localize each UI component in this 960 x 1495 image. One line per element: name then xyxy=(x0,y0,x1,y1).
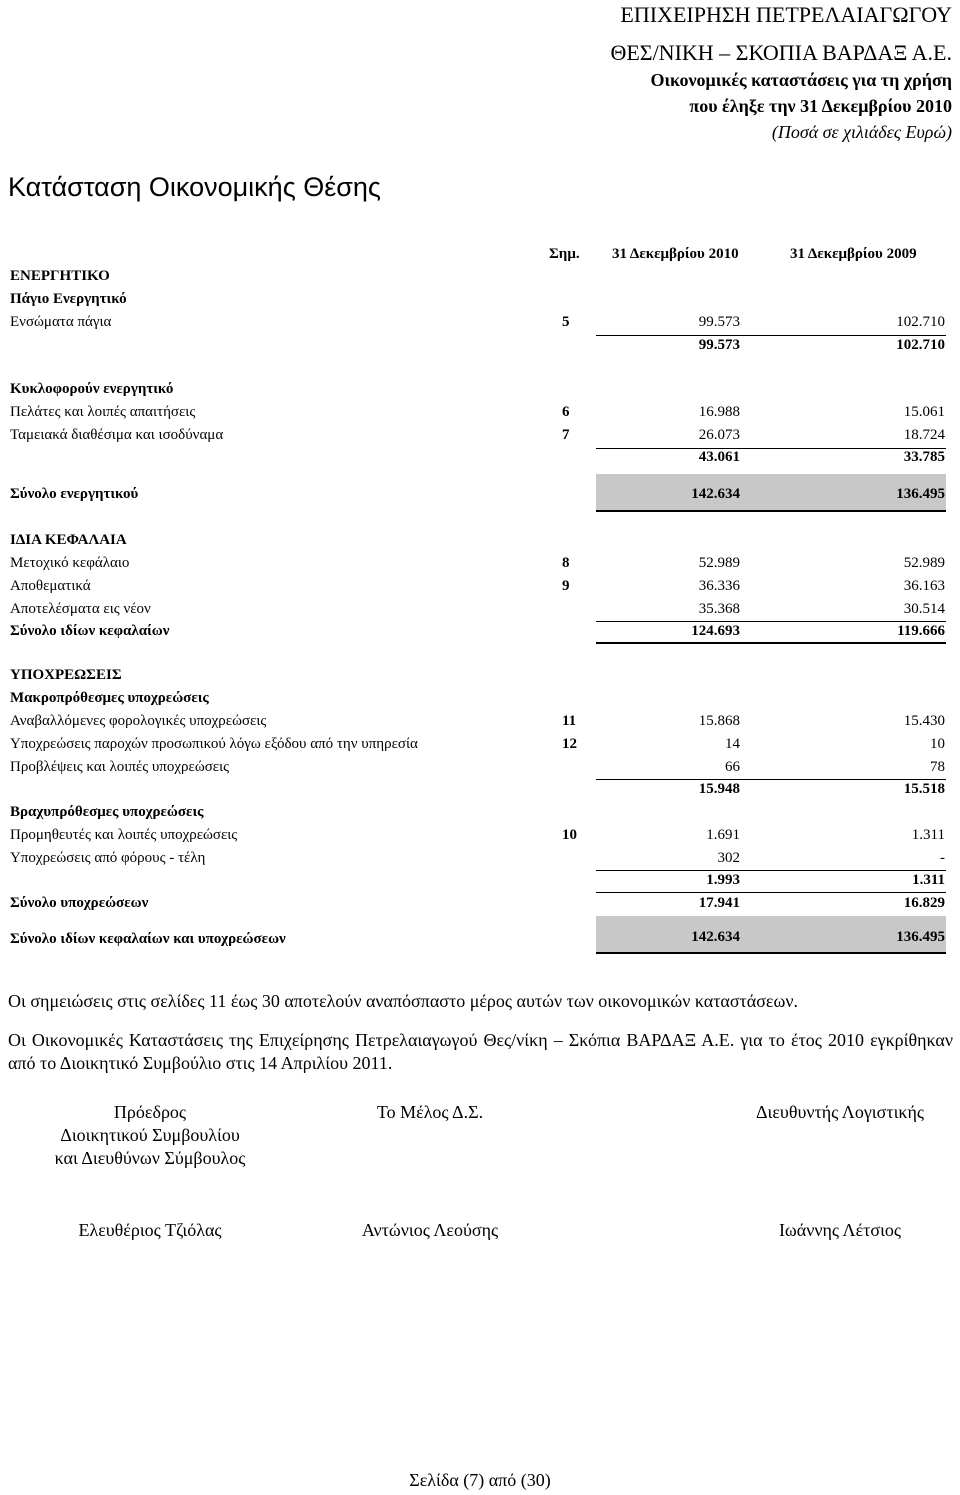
company-name: ΕΠΙΧΕΙΡΗΣΗ ΠΕΤΡΕΛΑΙΑΓΩΓΟΥ xyxy=(620,2,952,27)
member-title: Το Μέλος Δ.Σ. xyxy=(376,1102,484,1122)
value-2010: 52.989 xyxy=(698,555,740,571)
chairman-title-line3: και Διευθύνων Σύμβουλος xyxy=(54,1148,246,1168)
total-label: Σύνολο ιδίων κεφαλαίων xyxy=(10,623,170,639)
value-2009: 78 xyxy=(930,759,945,775)
longterm-heading: Μακροπρόθεσμες υποχρεώσεις xyxy=(10,690,209,706)
row-label: Αναβαλλόμενες φορολογικές υποχρεώσεις xyxy=(10,713,267,729)
accounting-name: Ιωάννης Λέτσιος xyxy=(778,1220,902,1240)
subtotal-2010: 99.573 xyxy=(698,337,740,353)
value-2009: 1.311 xyxy=(911,827,945,843)
divider xyxy=(596,892,946,893)
chairman-title-line2: Διοικητικού Συμβουλίου xyxy=(60,1125,240,1145)
column-note-header: Σημ. xyxy=(549,246,580,262)
total-2009: 136.495 xyxy=(896,486,945,502)
grand-total-2009: 136.495 xyxy=(896,929,945,945)
value-2010: 14 xyxy=(725,736,740,752)
grand-total-2010: 142.634 xyxy=(691,929,740,945)
subtotal-2009: 33.785 xyxy=(903,449,945,465)
row-note: 10 xyxy=(562,827,577,843)
total-label: Σύνολο υποχρεώσεων xyxy=(10,895,149,911)
value-2009: 10 xyxy=(930,736,945,752)
row-label: Υποχρεώσεις παροχών προσωπικού λόγω εξόδου από την υπηρεσία xyxy=(10,736,418,752)
total-2010: 17.941 xyxy=(698,895,740,911)
divider xyxy=(596,779,946,780)
row-label: Ταμειακά διαθέσιμα και ισοδύναμα xyxy=(10,427,224,443)
chairman-title-line1: Πρόεδρος xyxy=(113,1102,187,1122)
row-note: 11 xyxy=(562,713,577,729)
divider xyxy=(596,642,946,644)
value-2010: 302 xyxy=(717,850,740,866)
row-note: 7 xyxy=(562,427,570,443)
value-2009: 36.163 xyxy=(903,578,945,594)
company-name-line2: ΘΕΣ/ΝΙΚΗ – ΣΚΟΠΙΑ ΒΑΡΔΑΞ Α.Ε. xyxy=(610,40,952,65)
accounting-title: Διευθυντής Λογιστικής xyxy=(755,1102,925,1122)
divider xyxy=(596,621,946,622)
column-2010-header: 31 Δεκεμβρίου 2010 xyxy=(612,246,739,262)
fixed-assets-heading: Πάγιο Ενεργητικό xyxy=(10,291,127,307)
row-note: 12 xyxy=(562,736,577,752)
total-label: Σύνολο ενεργητικού xyxy=(10,486,139,502)
period-title: που έληξε την 31 Δεκεμβρίου 2010 xyxy=(689,96,952,116)
subtotal-2010: 43.061 xyxy=(698,449,740,465)
column-2009-header: 31 Δεκεμβρίου 2009 xyxy=(790,246,917,262)
page-footer: Σελίδα (7) από (30) xyxy=(409,1470,551,1490)
member-name: Αντώνιος Λεούσης xyxy=(361,1220,499,1240)
value-2010: 35.368 xyxy=(698,601,740,617)
chairman-title xyxy=(20,1101,280,1170)
chairman-name: Ελευθέριος Τζιόλας xyxy=(78,1220,222,1240)
divider xyxy=(596,870,946,871)
value-2010: 36.336 xyxy=(698,578,740,594)
value-2009: 102.710 xyxy=(896,314,945,330)
subtotal-2010: 15.948 xyxy=(698,781,740,797)
row-label: Προβλέψεις και λοιπές υποχρεώσεις xyxy=(10,759,230,775)
equity-heading: ΙΔΙΑ ΚΕΦΑΛΑΙΑ xyxy=(10,532,127,548)
divider xyxy=(596,335,946,336)
total-2009: 119.666 xyxy=(897,623,945,639)
row-note: 5 xyxy=(562,314,570,330)
assets-heading: ΕΝΕΡΓΗΤΙΚΟ xyxy=(10,268,110,284)
row-label: Πελάτες και λοιπές απαιτήσεις xyxy=(10,404,196,420)
subtotal-2009: 102.710 xyxy=(896,337,945,353)
row-label: Μετοχικό κεφάλαιο xyxy=(10,555,130,571)
page-title: Κατάσταση Οικονομικής Θέσης xyxy=(8,172,381,202)
row-label: Υποχρεώσεις από φόρους - τέλη xyxy=(10,850,206,866)
total-2009: 16.829 xyxy=(903,895,945,911)
total-2010: 142.634 xyxy=(691,486,740,502)
row-note: 6 xyxy=(562,404,570,420)
row-label: Προμηθευτές και λοιπές υποχρεώσεις xyxy=(10,827,238,843)
row-label: Αποθεματικά xyxy=(10,578,91,594)
statements-title: Οικονομικές καταστάσεις για τη χρήση xyxy=(650,70,952,90)
row-label: Ενσώματα πάγια xyxy=(10,314,112,330)
value-2009: 15.061 xyxy=(903,404,945,420)
value-2009: 52.989 xyxy=(903,555,945,571)
value-2009: 30.514 xyxy=(903,601,945,617)
notes-paragraph: Οι σημειώσεις στις σελίδες 11 έως 30 αποτελούν αναπόσπαστο μέρος αυτών των οικονομικών καταστάσεων. xyxy=(8,991,798,1011)
value-2010: 16.988 xyxy=(698,404,740,420)
value-2010: 1.691 xyxy=(706,827,740,843)
value-2009: 18.724 xyxy=(903,427,945,443)
row-label: Αποτελέσματα εις νέον xyxy=(10,601,151,617)
row-note: 9 xyxy=(562,578,570,594)
row-note: 8 xyxy=(562,555,570,571)
total-2010: 124.693 xyxy=(691,623,740,639)
subtotal-2010: 1.993 xyxy=(706,872,740,888)
liabilities-heading: ΥΠΟΧΡΕΩΣΕΙΣ xyxy=(10,667,122,683)
subtotal-2009: 1.311 xyxy=(912,872,945,888)
value-2010: 15.868 xyxy=(698,713,740,729)
approval-paragraph: Οι Οικονομικές Καταστάσεις της Επιχείρησης Πετρελαιαγωγού Θες/νίκη – Σκόπια ΒΑΡΔΑΞ Α.Ε. για το έτος 2010 εγκρίθηκαν από το Διοικητικό Συμβούλιο στις 14 Απριλίου 2011. xyxy=(8,1030,953,1073)
subtotal-2009: 15.518 xyxy=(903,781,945,797)
shortterm-heading: Βραχυπρόθεσμες υποχρεώσεις xyxy=(10,804,204,820)
value-2009: - xyxy=(940,850,945,866)
value-2010: 26.073 xyxy=(698,427,740,443)
value-2010: 99.573 xyxy=(698,314,740,330)
grand-total-label: Σύνολο ιδίων κεφαλαίων και υποχρεώσεων xyxy=(10,931,286,947)
value-2009: 15.430 xyxy=(903,713,945,729)
amounts-note: (Ποσά σε χιλιάδες Ευρώ) xyxy=(771,122,952,142)
current-assets-heading: Κυκλοφορούν ενεργητικό xyxy=(10,381,174,397)
value-2010: 66 xyxy=(725,759,740,775)
